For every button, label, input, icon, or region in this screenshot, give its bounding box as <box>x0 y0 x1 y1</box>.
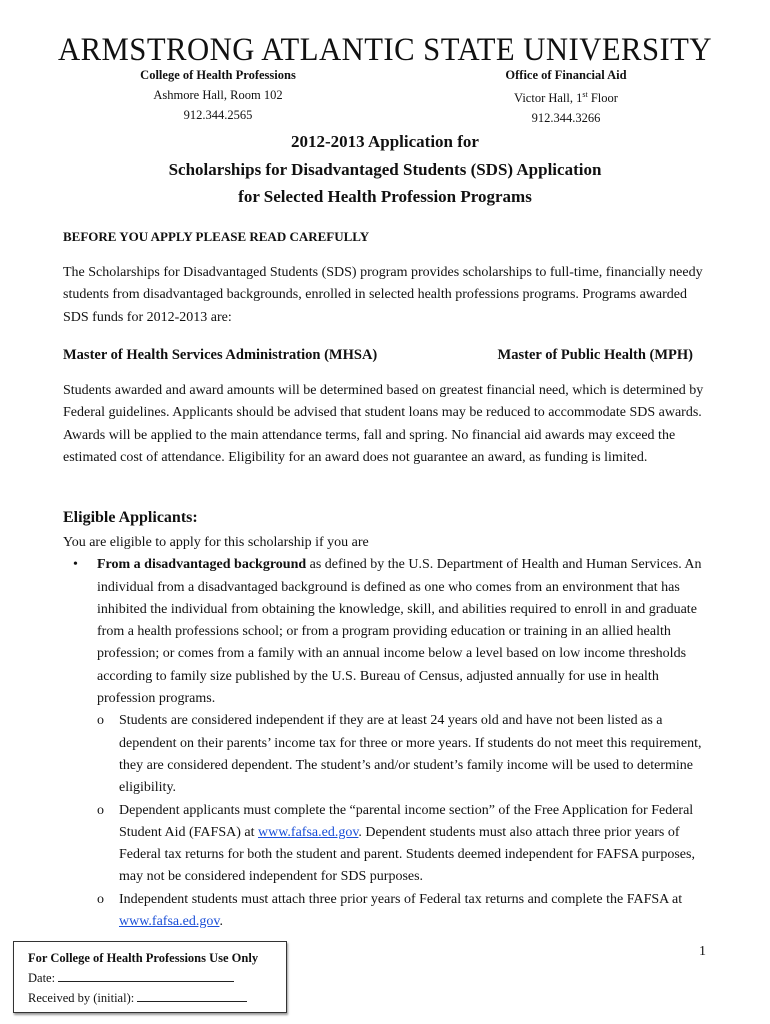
intro-paragraph: The Scholarships for Disadvantaged Students (SDS) program provides scholarships to full-time, financially needy students from disadvantaged backgrounds, enrolled in selected health professions programs. Programs awarded SDS funds for 2012-2013 are: <box>63 265 703 325</box>
received-by-field[interactable]: Received by (initial): <box>28 988 286 1008</box>
financial-aid-contact <box>416 65 716 128</box>
financial-aid-name: Office of Financial Aid <box>505 68 627 82</box>
university-name: ARMSTRONG ATLANTIC STATE UNIVERSITY <box>57 32 713 68</box>
sub-bullet-icon: o <box>97 713 104 729</box>
college-phone: 912.344.2565 <box>183 108 253 122</box>
sub-bullet-icon: o <box>97 802 104 818</box>
page-number: 1 <box>699 944 706 959</box>
before-heading: BEFORE YOU APPLY PLEASE READ CAREFULLY <box>63 229 370 244</box>
college-address: Ashmore Hall, Room 102 <box>153 88 283 102</box>
eligibility-section <box>63 532 713 933</box>
eligible-heading: Eligible Applicants: <box>63 509 198 526</box>
list-item: o Dependent applicants must complete the “parental income section” of the Free Application for Federal Student Aid (FAFSA) at www.fafsa.ed.gov. Dependent students must also attach three prior years of Federal tax returns for both the student and parent. Students deemed independent for FAFSA purposes, may not be considered independent for SDS purposes. <box>63 800 713 889</box>
date-field[interactable]: Date: <box>28 968 286 988</box>
title-line: 2012-2013 Application for <box>291 132 479 151</box>
college-name: College of Health Professions <box>140 68 296 82</box>
program-mph: Master of Public Health (MPH) <box>497 347 693 363</box>
fafsa-link[interactable]: www.fafsa.ed.gov <box>257 824 359 840</box>
office-use-box <box>13 941 287 1013</box>
financial-aid-phone: 912.344.3266 <box>531 111 601 126</box>
office-box-title: For College of Health Professions Use Only <box>28 951 259 965</box>
title-line: for Selected Health Profession Programs <box>238 187 532 206</box>
title-line: Scholarships for Disadvantaged Students (SDS) Application <box>168 159 602 179</box>
fafsa-link[interactable]: www.fafsa.ed.gov <box>119 914 220 930</box>
list-item: • From a disadvantaged background as defined by the U.S. Department of Health and Human Services. An individual from a disadvantaged background is defined as one who comes from an environment that has inhibited the individual from obtaining the knowledge, skill, and abilities required to enroll in and graduate from a health professions school; or from a program providing education or training in an allied health profession; or comes from a family with an annual income below a level based on low income thresholds according to family size published by the U.S. Bureau of Census, adjusted annually for use in health profession programs. <box>63 554 713 710</box>
list-item: o Independent students must attach three prior years of Federal tax returns and complete the FAFSA at www.fafsa.ed.gov. <box>63 889 713 934</box>
bullet-icon: • <box>73 557 78 573</box>
list-item: o Students are considered independent if they are at least 24 years old and have not been listed as a dependent on their parents’ income tax for three or more years. If students do not meet this requirement, they are considered dependent. The student’s and/or student’s family income will be used to determine eligibility. <box>63 710 713 799</box>
program-mhsa: Master of Health Services Administration (MHSA) <box>63 347 378 363</box>
financial-aid-address: Victor Hall, 1st Floor <box>514 90 618 106</box>
eligible-lead: You are eligible to apply for this scholarship if you are <box>63 535 369 550</box>
program-list <box>63 344 713 366</box>
college-contact <box>68 65 368 125</box>
awards-paragraph: Students awarded and award amounts will be determined based on greatest financial need, which is determined by Federal guidelines. Applicants should be advised that student loans may be reduced to accommodate SDS awards. Awards will be applied to the main attendance terms, fall and spring. No financial aid awards may exceed the estimated cost of attendance. Eligibility for an award does not guarantee an award, as funding is limited. <box>63 383 704 465</box>
sub-bullet-icon: o <box>97 891 104 907</box>
document-title <box>0 128 770 211</box>
